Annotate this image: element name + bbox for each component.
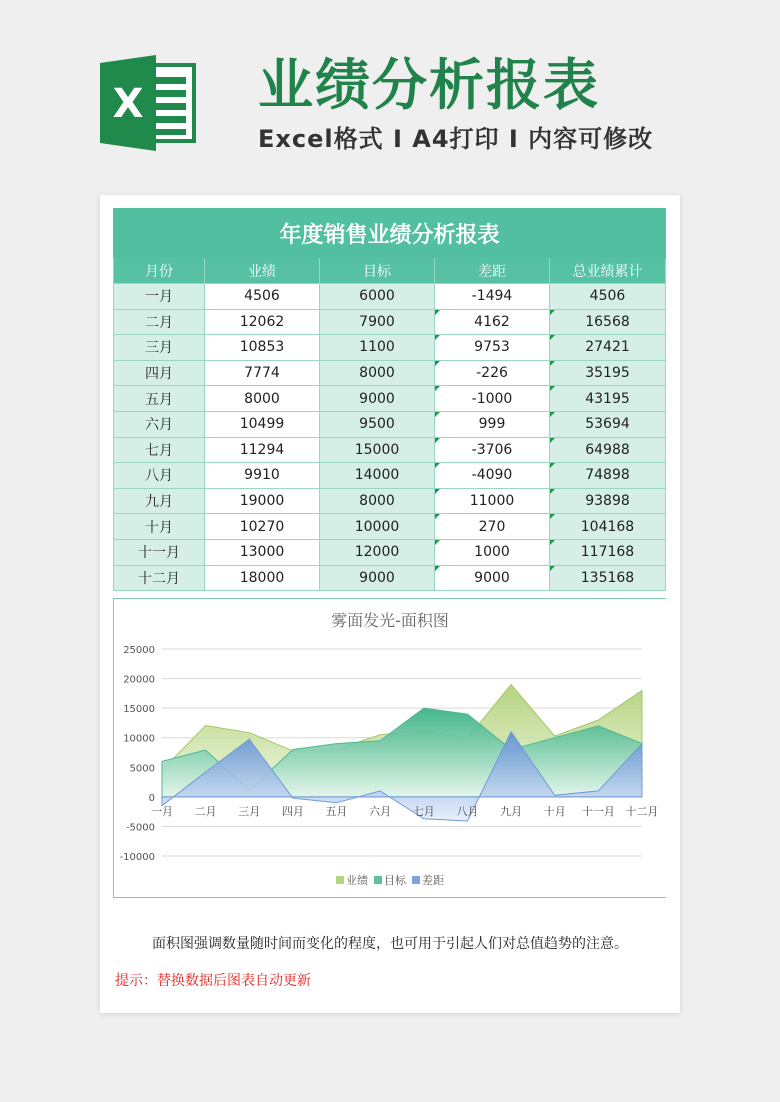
- table-cell[interactable]: 8000: [320, 488, 435, 514]
- table-cell[interactable]: 1100: [320, 335, 435, 361]
- x-tick-label: 一月: [151, 804, 173, 818]
- table-row: [114, 360, 666, 386]
- table-cell[interactable]: 七月: [114, 437, 205, 463]
- table-cell[interactable]: 1000: [435, 539, 550, 565]
- x-tick-label: 十一月: [581, 804, 615, 818]
- table-cell[interactable]: 10000: [320, 514, 435, 540]
- table-cell[interactable]: 一月: [114, 284, 205, 310]
- table-row: [114, 437, 666, 463]
- column-header: 总业绩累计: [550, 258, 666, 284]
- table-cell[interactable]: 6000: [320, 284, 435, 310]
- table-cell[interactable]: 18000: [205, 565, 320, 591]
- excel-logo-icon: [100, 55, 200, 151]
- y-tick-label: 0: [148, 792, 155, 804]
- table-cell[interactable]: 117168: [550, 539, 666, 565]
- legend-swatch: [374, 876, 382, 884]
- table-cell[interactable]: 二月: [114, 309, 205, 335]
- table-cell[interactable]: 12062: [205, 309, 320, 335]
- table-cell[interactable]: 4506: [205, 284, 320, 310]
- table-cell[interactable]: 135168: [550, 565, 666, 591]
- table-cell[interactable]: 9000: [435, 565, 550, 591]
- table-cell[interactable]: 27421: [550, 335, 666, 361]
- legend-swatch: [336, 876, 344, 884]
- table-cell[interactable]: 三月: [114, 335, 205, 361]
- table-cell[interactable]: 六月: [114, 411, 205, 437]
- report-sheet: [100, 195, 680, 1013]
- table-row: [114, 539, 666, 565]
- y-tick-label: 20000: [123, 674, 155, 686]
- table-cell[interactable]: 13000: [205, 539, 320, 565]
- table-cell[interactable]: 10853: [205, 335, 320, 361]
- table-cell[interactable]: 14000: [320, 463, 435, 489]
- table-cell[interactable]: 35195: [550, 360, 666, 386]
- table-cell[interactable]: 15000: [320, 437, 435, 463]
- column-header: 目标: [320, 258, 435, 284]
- y-tick-label: 10000: [123, 733, 155, 745]
- x-tick-label: 十二月: [625, 804, 659, 818]
- table-cell[interactable]: -1494: [435, 284, 550, 310]
- table-cell[interactable]: 9500: [320, 411, 435, 437]
- page-title: 业绩分析报表: [258, 53, 601, 117]
- table-header-row: [114, 258, 666, 284]
- table-row: [114, 565, 666, 591]
- table-cell[interactable]: 7900: [320, 309, 435, 335]
- legend-label: 差距: [422, 874, 444, 887]
- x-tick-label: 十月: [543, 804, 566, 818]
- x-tick-label: 七月: [412, 804, 435, 818]
- legend-label: 业绩: [346, 874, 368, 887]
- x-tick-label: 四月: [281, 804, 304, 818]
- table-cell[interactable]: 9910: [205, 463, 320, 489]
- table-cell[interactable]: 十一月: [114, 539, 205, 565]
- table-cell[interactable]: 九月: [114, 488, 205, 514]
- x-tick-label: 五月: [325, 804, 348, 818]
- table-cell[interactable]: 9000: [320, 386, 435, 412]
- table-cell[interactable]: 270: [435, 514, 550, 540]
- area-chart: [113, 598, 666, 898]
- sales-table: [113, 208, 666, 591]
- table-cell[interactable]: 93898: [550, 488, 666, 514]
- x-tick-label: 九月: [500, 804, 523, 818]
- y-tick-label: -5000: [125, 822, 155, 834]
- legend-swatch: [412, 876, 420, 884]
- y-tick-label: -10000: [119, 852, 155, 863]
- chart-title: 雾面发光-面积图: [331, 611, 449, 630]
- y-tick-label: 15000: [123, 704, 155, 716]
- table-cell[interactable]: 53694: [550, 411, 666, 437]
- table-cell[interactable]: -226: [435, 360, 550, 386]
- table-cell[interactable]: 8000: [205, 386, 320, 412]
- table-cell[interactable]: 19000: [205, 488, 320, 514]
- table-cell[interactable]: -3706: [435, 437, 550, 463]
- table-cell[interactable]: 8000: [320, 360, 435, 386]
- table-row: [114, 514, 666, 540]
- table-title: 年度销售业绩分析报表: [114, 209, 666, 258]
- table-cell[interactable]: 10499: [205, 411, 320, 437]
- x-tick-label: 八月: [456, 804, 479, 818]
- table-cell[interactable]: 11000: [435, 488, 550, 514]
- table-cell[interactable]: 四月: [114, 360, 205, 386]
- table-cell[interactable]: 16568: [550, 309, 666, 335]
- table-row: [114, 386, 666, 412]
- table-row: [114, 309, 666, 335]
- area-chart-svg: [114, 599, 666, 897]
- table-cell[interactable]: -4090: [435, 463, 550, 489]
- table-body: [114, 284, 666, 591]
- table-row: [114, 284, 666, 310]
- table-cell[interactable]: 12000: [320, 539, 435, 565]
- table-cell[interactable]: 7774: [205, 360, 320, 386]
- y-tick-label: 5000: [129, 763, 155, 775]
- x-tick-label: 三月: [238, 804, 261, 818]
- table-cell[interactable]: 十月: [114, 514, 205, 540]
- table-cell[interactable]: 104168: [550, 514, 666, 540]
- table-cell[interactable]: 999: [435, 411, 550, 437]
- table-cell[interactable]: 4506: [550, 284, 666, 310]
- page-header: [0, 0, 780, 190]
- table-row: [114, 488, 666, 514]
- y-tick-label: 25000: [123, 645, 155, 656]
- table-cell[interactable]: 9753: [435, 335, 550, 361]
- table-row: [114, 411, 666, 437]
- table-cell[interactable]: 64988: [550, 437, 666, 463]
- table-cell[interactable]: 4162: [435, 309, 550, 335]
- table-cell[interactable]: 11294: [205, 437, 320, 463]
- table-cell[interactable]: 十二月: [114, 565, 205, 591]
- table-cell[interactable]: -1000: [435, 386, 550, 412]
- chart-description: 面积图强调数量随时间而变化的程度，也可用于引起人们对总值趋势的注意。: [152, 936, 628, 952]
- table-row: [114, 463, 666, 489]
- x-tick-label: 六月: [369, 804, 392, 818]
- table-cell[interactable]: 五月: [114, 386, 205, 412]
- table-cell[interactable]: 74898: [550, 463, 666, 489]
- x-tick-label: 二月: [194, 804, 217, 818]
- column-header: 差距: [435, 258, 550, 284]
- table-row: [114, 335, 666, 361]
- table-cell[interactable]: 9000: [320, 565, 435, 591]
- update-tip: 提示：替换数据后图表自动更新: [115, 973, 311, 989]
- table-cell[interactable]: 43195: [550, 386, 666, 412]
- page-subtitle: Excel格式 Ι A4打印 Ι 内容可修改: [258, 125, 654, 153]
- logo-letter: X: [112, 81, 144, 127]
- column-header: 月份: [114, 258, 205, 284]
- column-header: 业绩: [205, 258, 320, 284]
- table-cell[interactable]: 八月: [114, 463, 205, 489]
- legend-label: 目标: [384, 874, 406, 887]
- table-cell[interactable]: 10270: [205, 514, 320, 540]
